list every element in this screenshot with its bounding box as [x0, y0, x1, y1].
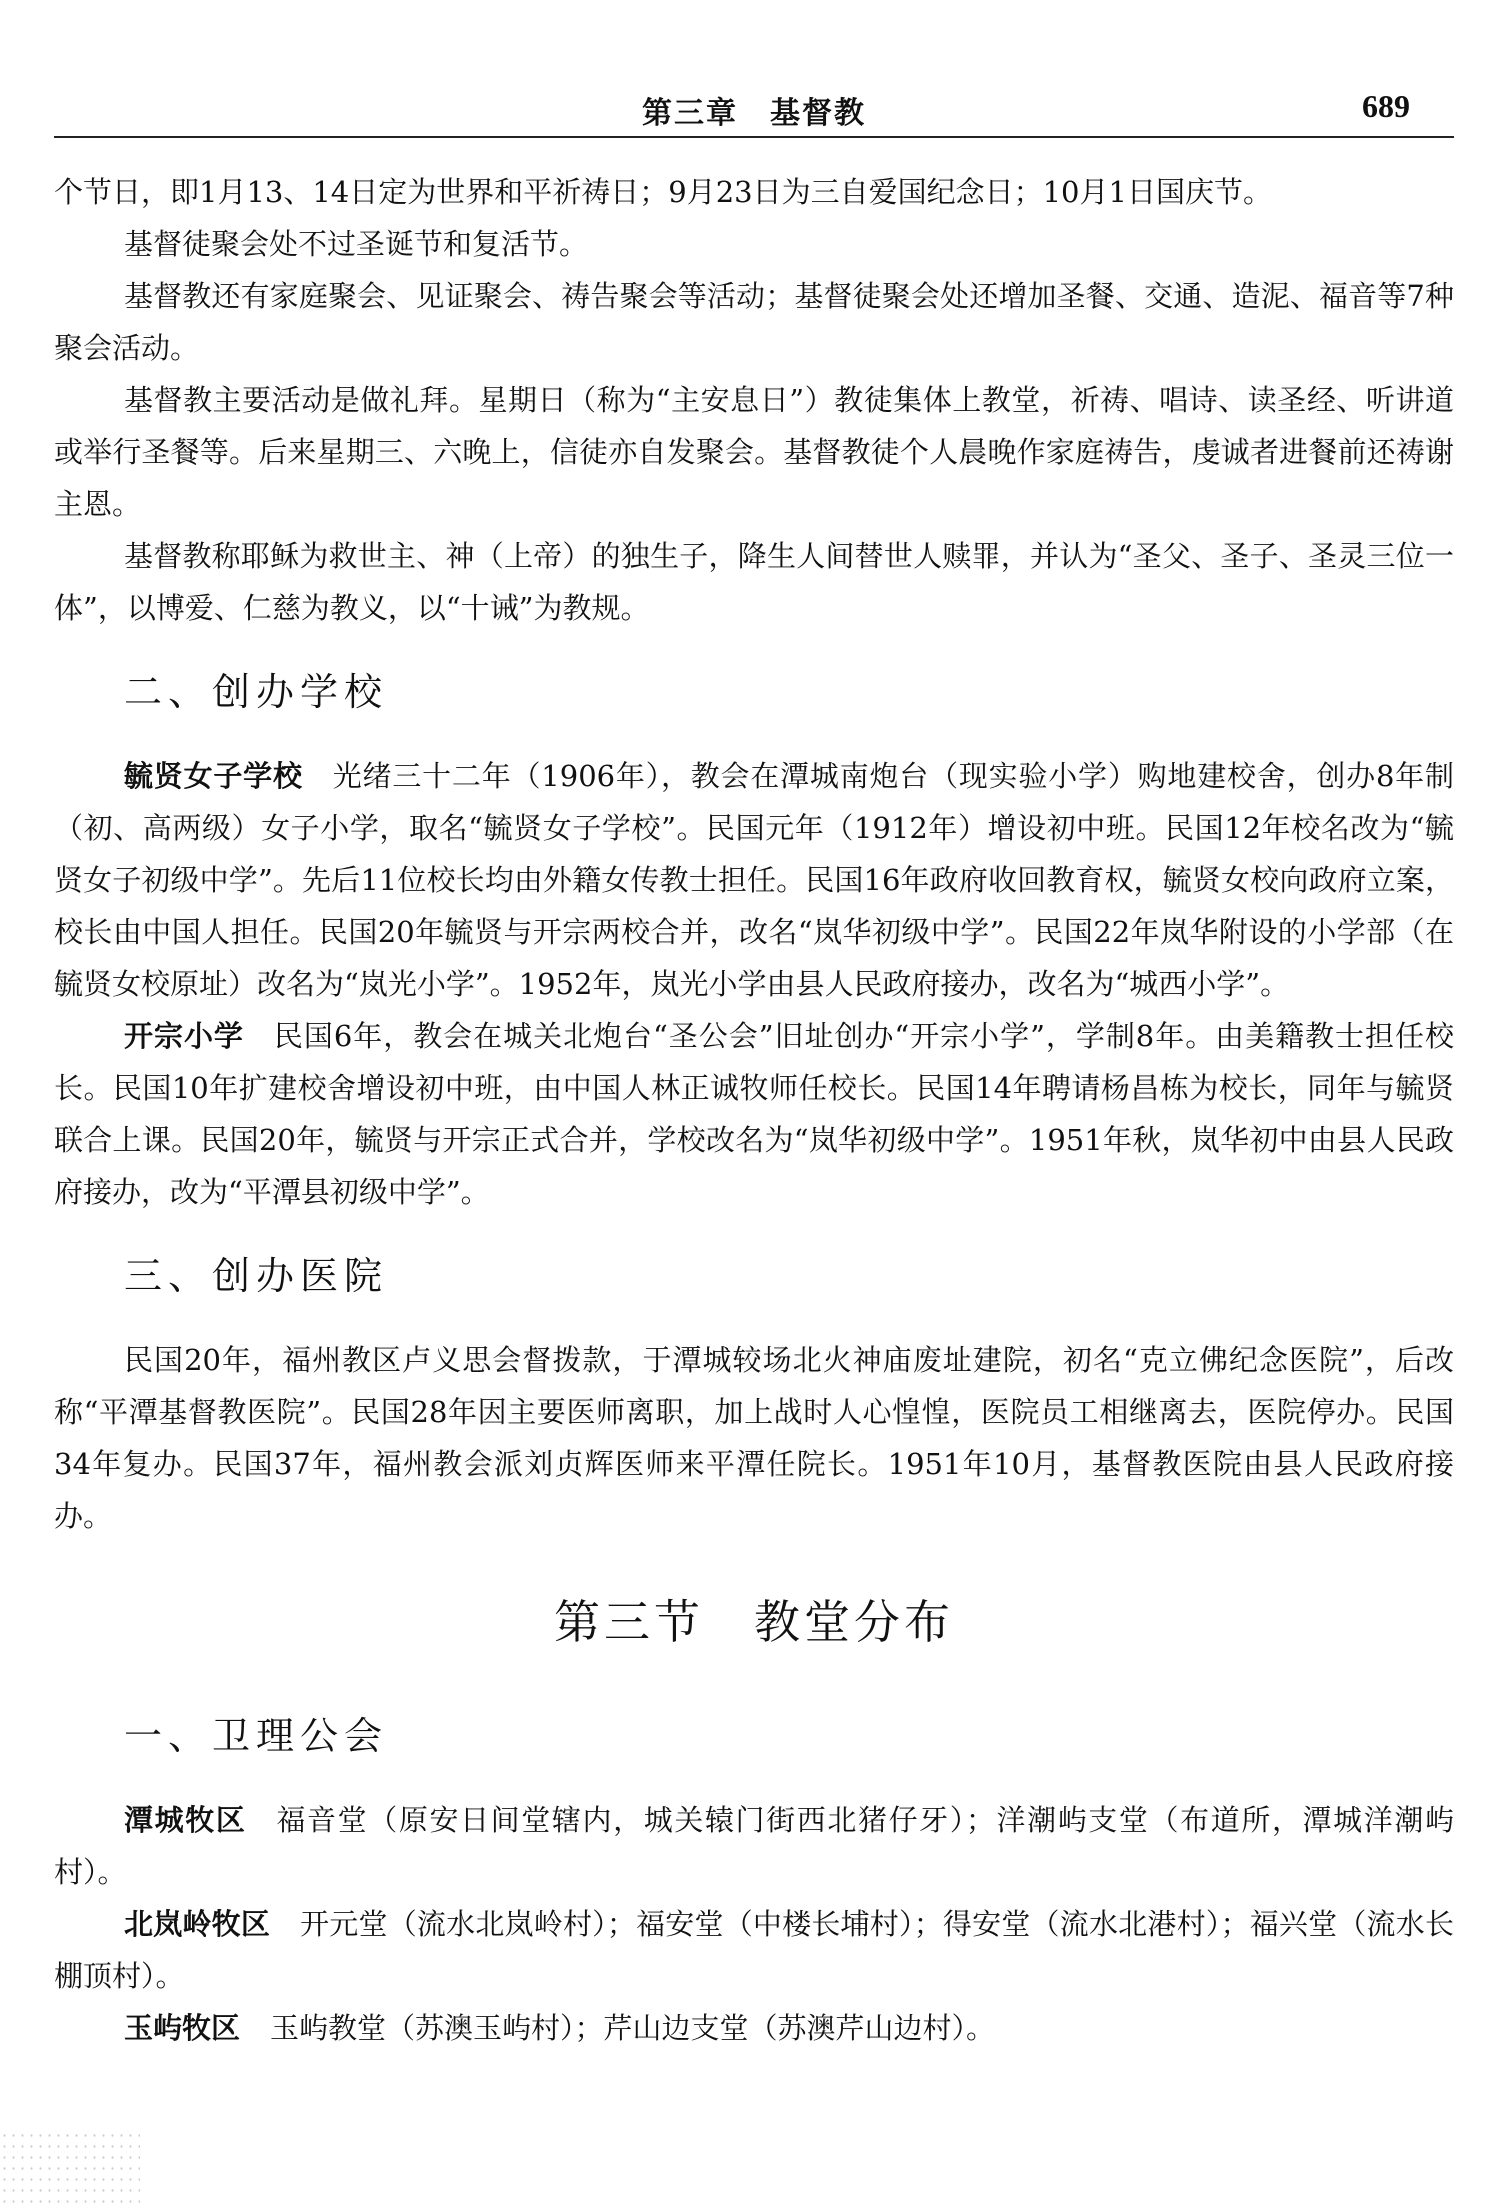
chapter-title: 第三章 基督教 — [642, 96, 866, 131]
section-heading-hospital: 三、创办医院 — [124, 1254, 389, 1298]
page-body — [54, 166, 1454, 2054]
parish-name: 潭城牧区 — [124, 1803, 247, 1837]
parish-churches: 福音堂（原安日间堂辖内，城关辕门街西北猪仔牙）；洋潮屿支堂（布道所，潭城洋潮屿村）。 — [54, 1803, 1454, 1889]
subsection-title: 第三节 教堂分布 — [554, 1595, 954, 1649]
section-heading-methodist: 一、卫理公会 — [124, 1714, 389, 1758]
paragraph: 基督徒聚会处不过圣诞节和复活节。 — [124, 227, 589, 261]
school-name: 毓贤女子学校 — [124, 759, 303, 793]
paragraph: 个节日，即1月13、14日定为世界和平祈祷日；9月23日为三自爱国纪念日；10月1日国庆节。 — [54, 175, 1272, 209]
school-entry — [54, 750, 1454, 1010]
scan-speckle — [0, 2130, 140, 2210]
parish-entry — [54, 1898, 1454, 2002]
paragraph: 基督教还有家庭聚会、见证聚会、祷告聚会等活动；基督徒聚会处还增加圣餐、交通、造泥、福音等7种聚会活动。 — [54, 279, 1454, 365]
hospital-paragraph: 民国20年，福州教区卢义思会督拨款，于潭城较场北火神庙废址建院，初名“克立佛纪念医院”，后改称“平潭基督教医院”。民国28年因主要医师离职，加上战时人心惶惶，医院员工相继离去，医院停办。民国34年复办。民国37年，福州教会派刘贞辉医师来平潭任院长。1951年10月，基督教医院由县人民政府接办。 — [54, 1343, 1454, 1533]
running-header — [54, 80, 1454, 138]
parish-churches: 开元堂（流水北岚岭村）；福安堂（中楼长埔村）；得安堂（流水北港村）；福兴堂（流水长棚顶村）。 — [54, 1907, 1454, 1993]
school-name: 开宗小学 — [124, 1019, 244, 1053]
parish-churches: 玉屿教堂（苏澳玉屿村）；芹山边支堂（苏澳芹山边村）。 — [270, 2011, 996, 2045]
parish-entry — [54, 1794, 1454, 1898]
page-number: 689 — [1362, 88, 1410, 124]
section-heading-schools: 二、创办学校 — [124, 670, 389, 714]
parish-name: 玉屿牧区 — [124, 2011, 241, 2045]
paragraph: 基督教主要活动是做礼拜。星期日（称为“主安息日”）教徒集体上教堂，祈祷、唱诗、读圣经、听讲道或举行圣餐等。后来星期三、六晚上，信徒亦自发聚会。基督教徒个人晨晚作家庭祷告，虔诚者进餐前还祷谢主恩。 — [54, 383, 1454, 521]
paragraph: 基督教称耶稣为救世主、神（上帝）的独生子，降生人间替世人赎罪，并认为“圣父、圣子、圣灵三位一体”，以博爱、仁慈为教义，以“十诫”为教规。 — [54, 539, 1454, 625]
parish-entry — [54, 2002, 1454, 2054]
school-description: 光绪三十二年（1906年），教会在潭城南炮台（现实验小学）购地建校舍，创办8年制（初、高两级）女子小学，取名“毓贤女子学校”。民国元年（1912年）增设初中班。民国12年校名改为“毓贤女子初级中学”。先后11位校长均由外籍女传教士担任。民国16年政府收回教育权，毓贤女校向政府立案，校长由中国人担任。民国20年毓贤与开宗两校合并，改名“岚华初级中学”。民国22年岚华附设的小学部（在毓贤女校原址）改名为“岚光小学”。1952年，岚光小学由县人民政府接办，改名为“城西小学”。 — [54, 759, 1454, 1001]
school-description: 民国6年，教会在城关北炮台“圣公会”旧址创办“开宗小学”，学制8年。由美籍教士担任校长。民国10年扩建校舍增设初中班，由中国人林正诚牧师任校长。民国14年聘请杨昌栋为校长，同年与毓贤联合上课。民国20年，毓贤与开宗正式合并，学校改名为“岚华初级中学”。1951年秋，岚华初中由县人民政府接办，改为“平潭县初级中学”。 — [54, 1019, 1454, 1209]
school-entry — [54, 1010, 1454, 1218]
parish-name: 北岚岭牧区 — [124, 1907, 271, 1941]
